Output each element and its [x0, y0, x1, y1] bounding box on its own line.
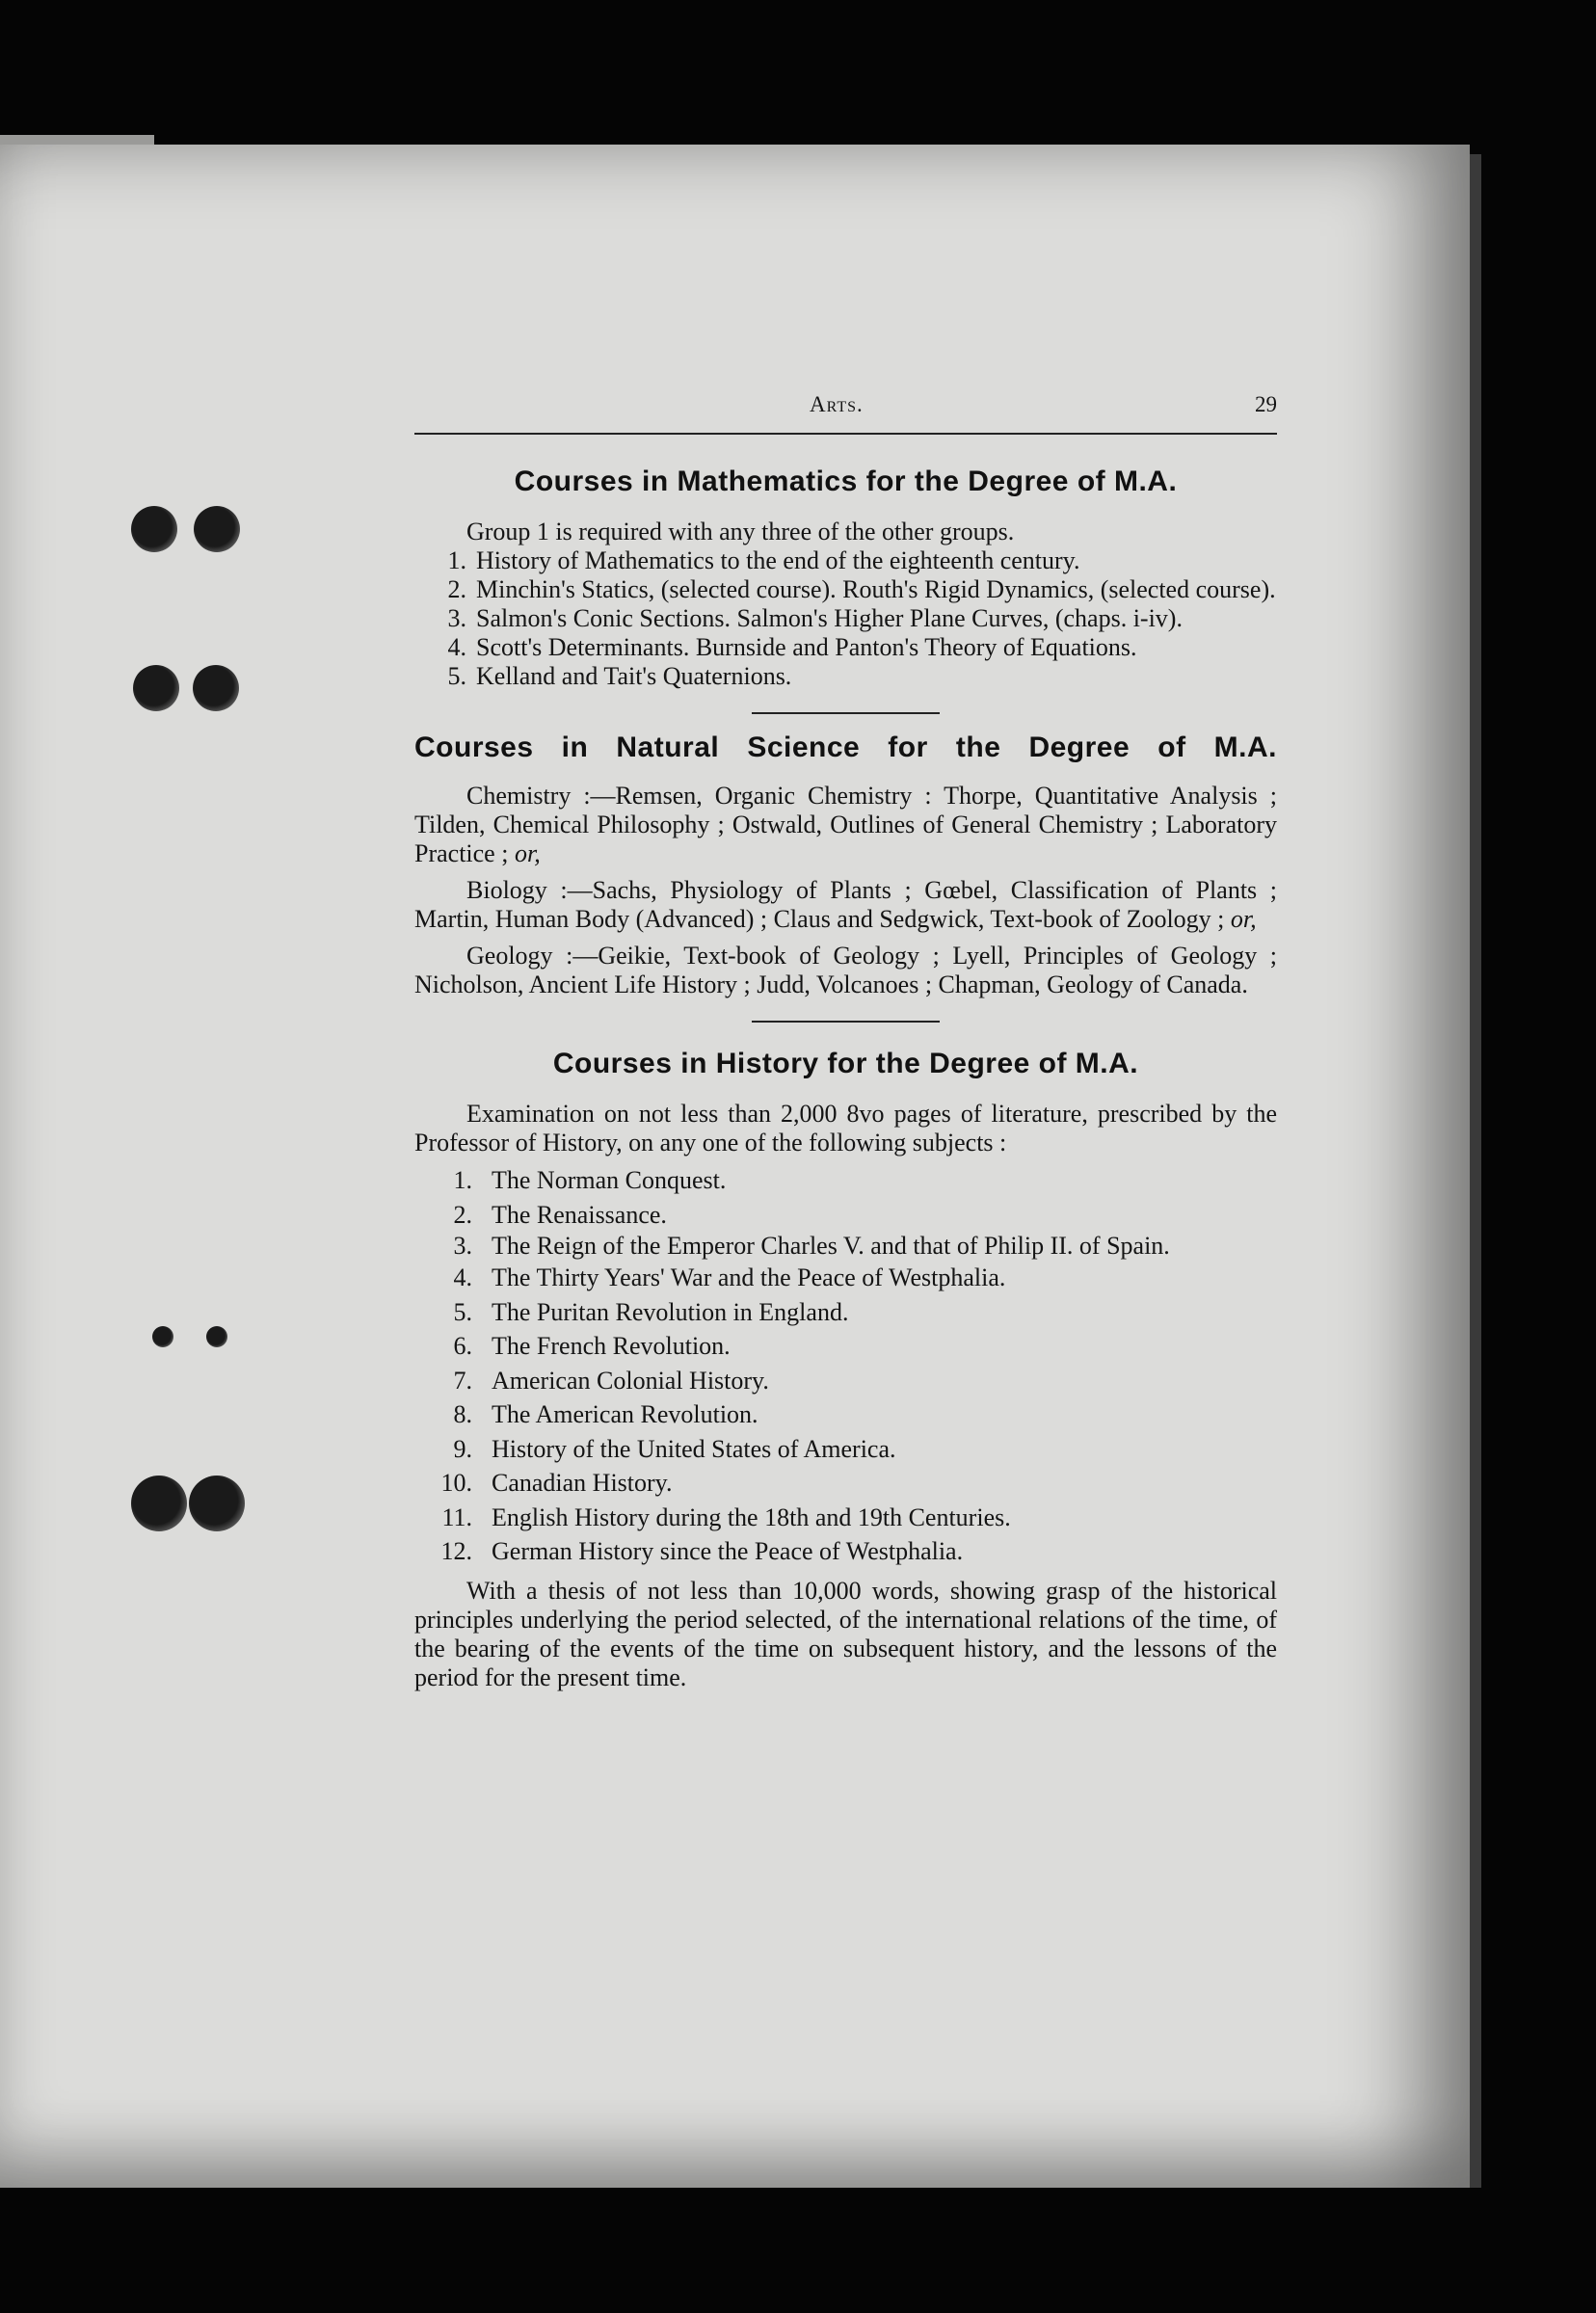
- history-heading: Courses in History for the Degree of M.A.: [552, 1048, 1139, 1079]
- item-number: 5.: [453, 1297, 472, 1326]
- chemistry-paragraph: [414, 782, 1277, 868]
- item-text: Scott's Determinants. Burnside and Panton's Theory of Equations.: [476, 633, 1137, 661]
- item-text: The Reign of the Emperor Charles V. and that of Philip II. of Spain.: [492, 1232, 1170, 1260]
- list-item: [414, 662, 1277, 691]
- item-number: 1.: [447, 546, 466, 574]
- natural-science-heading: Courses in Natural Science for the Degree of M.A.: [414, 731, 1277, 763]
- list-item: [414, 1261, 1277, 1295]
- item-text: The Puritan Revolution in England.: [492, 1297, 849, 1326]
- list-item: [414, 1364, 1277, 1398]
- list-item: [414, 1295, 1277, 1330]
- list-item: [414, 1397, 1277, 1432]
- header-rule: [414, 433, 1277, 435]
- item-number: 2.: [453, 1200, 472, 1229]
- list-item: [414, 1198, 1277, 1233]
- item-text: History of the United States of America.: [492, 1434, 896, 1463]
- list-item: [414, 1534, 1277, 1569]
- list-item: [414, 633, 1277, 662]
- item-number: 4.: [447, 633, 466, 661]
- binding-hole: [131, 506, 177, 552]
- page-number: 29: [1255, 392, 1277, 416]
- page-content: [414, 390, 1277, 1692]
- history-intro: Examination on not less than 2,000 8vo pages of literature, prescribed by the Professor of History, on any one of the following subjects :: [414, 1100, 1277, 1156]
- mathematics-heading: Courses in Mathematics for the Degree of M.A.: [514, 465, 1178, 497]
- binding-hole: [194, 506, 240, 552]
- list-item: [414, 1232, 1277, 1261]
- chemistry-text: Chemistry :—Remsen, Organic Chemistry : Thorpe, Quantitative Analysis ; Tilden, Chemical Philosophy ; Ostwald, Outlines of General Chemistry ; Laboratory Practice ;: [414, 782, 1277, 867]
- item-number: 5.: [447, 662, 466, 690]
- item-number: 6.: [453, 1332, 472, 1360]
- mathematics-list: [414, 546, 1277, 691]
- or-word: or,: [1230, 905, 1257, 933]
- item-number: 9.: [453, 1434, 472, 1463]
- list-item: [414, 604, 1277, 633]
- list-item: [414, 1466, 1277, 1501]
- thesis-paragraph: With a thesis of not less than 10,000 words, showing grasp of the historical principles underlying the period selected, of the international relations of the time, of the bearing of the events of the time on subsequent history, and the lessons of the period for the present time.: [414, 1576, 1277, 1691]
- item-text: American Colonial History.: [492, 1366, 769, 1395]
- list-item: [414, 546, 1277, 575]
- list-item: [414, 575, 1277, 604]
- binding-hole: [133, 665, 179, 711]
- item-text: English History during the 18th and 19th Centuries.: [492, 1502, 1011, 1531]
- item-number: 8.: [453, 1400, 472, 1428]
- running-head: [414, 390, 1277, 423]
- section-divider: [752, 1021, 940, 1023]
- item-text: Minchin's Statics, (selected course). Routh's Rigid Dynamics, (selected course).: [476, 575, 1276, 603]
- item-text: Salmon's Conic Sections. Salmon's Higher Plane Curves, (chaps. i-iv).: [476, 604, 1183, 632]
- item-text: Canadian History.: [492, 1469, 673, 1497]
- item-number: 10.: [440, 1469, 472, 1497]
- item-text: Kelland and Tait's Quaternions.: [476, 662, 792, 690]
- binding-hole: [189, 1476, 245, 1531]
- section-divider: [752, 712, 940, 714]
- item-text: History of Mathematics to the end of the eighteenth century.: [476, 546, 1080, 574]
- page-right-edge: [1470, 154, 1481, 2188]
- item-number: 12.: [440, 1537, 472, 1565]
- geology-paragraph: Geology :—Geikie, Text-book of Geology ; Lyell, Principles of Geology ; Nicholson, Ancient Life History ; Judd, Volcanoes ; Chapman, Geology of Canada.: [414, 942, 1277, 998]
- item-number: 2.: [447, 575, 466, 603]
- item-number: 3.: [447, 604, 466, 632]
- binding-hole: [131, 1476, 187, 1531]
- list-item: [414, 1329, 1277, 1364]
- binding-hole: [206, 1326, 227, 1347]
- biology-paragraph: [414, 876, 1277, 934]
- item-number: 1.: [453, 1166, 472, 1194]
- mathematics-intro: Group 1 is required with any three of the other groups.: [466, 518, 1015, 545]
- item-number: 11.: [441, 1502, 472, 1531]
- binding-hole: [193, 665, 239, 711]
- item-text: The Thirty Years' War and the Peace of Westphalia.: [492, 1263, 1006, 1291]
- item-text: The Renaissance.: [492, 1200, 667, 1229]
- binding-hole: [152, 1326, 173, 1347]
- item-number: 4.: [453, 1263, 472, 1291]
- item-number: 7.: [453, 1366, 472, 1395]
- item-number: 3.: [453, 1232, 472, 1260]
- item-text: German History since the Peace of Westphalia.: [492, 1537, 964, 1565]
- biology-text: Biology :—Sachs, Physiology of Plants ; Gœbel, Classification of Plants ; Martin, Human Body (Advanced) ; Claus and Sedgwick, Text-book of Zoology ;: [414, 876, 1277, 933]
- item-text: The French Revolution.: [492, 1332, 731, 1360]
- or-word: or,: [514, 839, 541, 867]
- item-text: The Norman Conquest.: [492, 1166, 727, 1194]
- list-item: [414, 1163, 1277, 1198]
- running-head-title: Arts.: [810, 392, 864, 416]
- item-text: The American Revolution.: [492, 1400, 758, 1428]
- history-list: [414, 1163, 1277, 1569]
- list-item: [414, 1501, 1277, 1535]
- list-item: [414, 1432, 1277, 1467]
